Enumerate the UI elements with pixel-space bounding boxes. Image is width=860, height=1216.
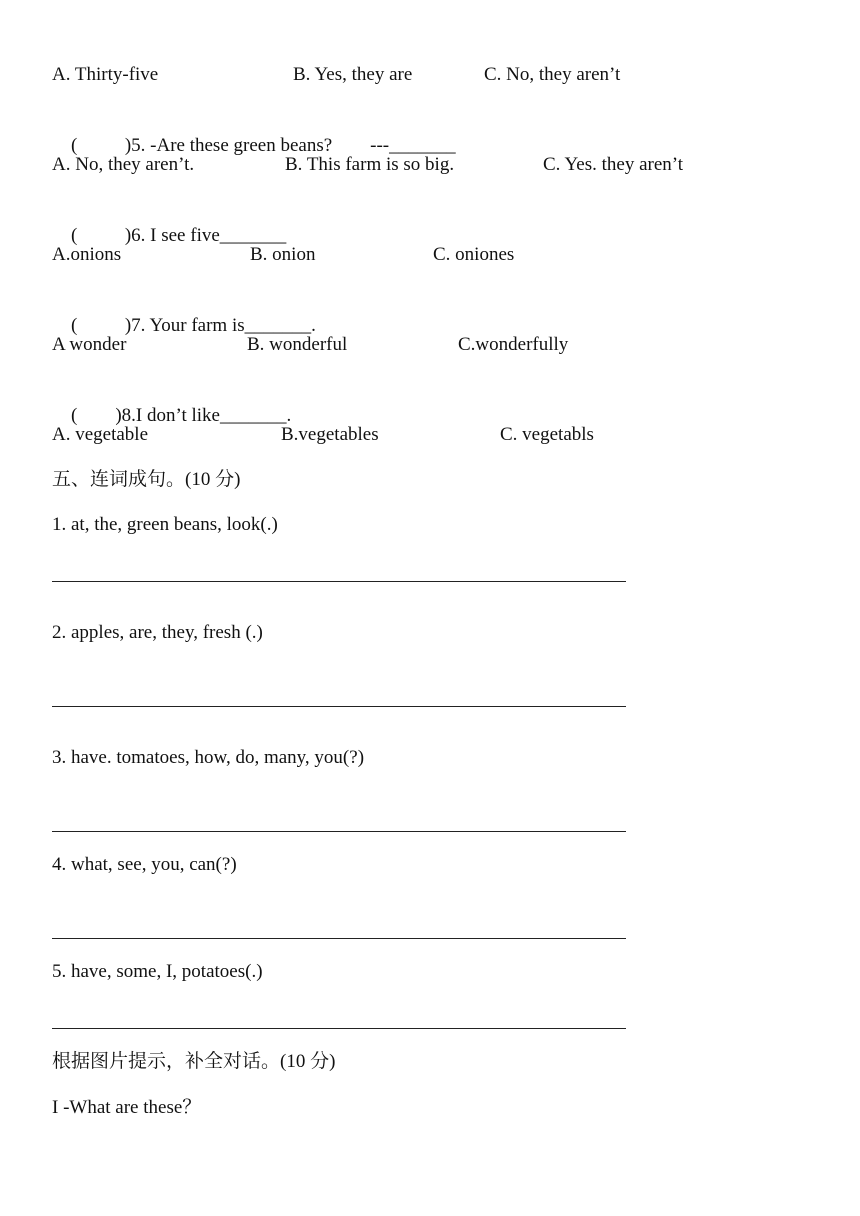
- sentence-2-answer-line[interactable]: [52, 706, 626, 707]
- question-6: [52, 197, 287, 246]
- q8-options: [52, 422, 594, 448]
- q8-option-a: A. vegetable: [52, 424, 149, 445]
- q6-options: [52, 242, 515, 268]
- q4-option-c: C. No, they aren’t: [484, 64, 621, 85]
- sentence-3-words: 3. have. tomatoes, how, do, many, you(?): [52, 747, 365, 768]
- q6-option-a: A.onions: [52, 244, 122, 265]
- q7-option-a: A wonder: [52, 334, 127, 355]
- section-5-title: 五、连词成句。(10 分): [52, 469, 241, 490]
- q6-answer-paren: ( ): [71, 225, 132, 246]
- q5-option-c: C. Yes. they aren’t: [543, 154, 684, 175]
- q8-option-b: B.vegetables: [281, 424, 379, 445]
- q5-options: [52, 152, 684, 178]
- q7-option-b: B. wonderful: [247, 334, 348, 355]
- question-7: [52, 287, 316, 336]
- sentence-3-answer-line[interactable]: [52, 831, 626, 832]
- q6-option-b: B. onion: [250, 244, 316, 265]
- sentence-5-answer-line[interactable]: [52, 1028, 626, 1029]
- sentence-1-answer-line[interactable]: [52, 581, 626, 582]
- q5-text: 5. -Are these green beans? ---_______: [131, 135, 456, 156]
- q4-option-a: A. Thirty-five: [52, 64, 159, 85]
- section-6-title: 根据图片提示，补全对话。(10 分): [52, 1051, 336, 1072]
- dialog-line-1: I -What are these？: [52, 1097, 202, 1118]
- sentence-4-answer-line[interactable]: [52, 938, 626, 939]
- q8-option-c: C. vegetabls: [500, 424, 594, 445]
- question-5: [52, 107, 456, 156]
- q7-answer-paren: ( ): [71, 315, 132, 336]
- q8-answer-paren: ( ): [71, 405, 122, 426]
- q4-option-b: B. Yes, they are: [293, 64, 413, 85]
- q7-option-c: C.wonderfully: [458, 334, 569, 355]
- q6-option-c: C. oniones: [433, 244, 515, 265]
- q5-option-a: A. No, they aren’t.: [52, 154, 195, 175]
- sentence-5-words: 5. have, some, I, potatoes(.): [52, 961, 263, 982]
- sentence-1-words: 1. at, the, green beans, look(.): [52, 514, 278, 535]
- q5-answer-paren: ( ): [71, 135, 132, 156]
- q7-options: [52, 332, 569, 358]
- sentence-4-words: 4. what, see, you, can(?): [52, 854, 237, 875]
- q6-text: 6. I see five_______: [131, 225, 287, 246]
- question-8: [52, 377, 292, 426]
- q7-text: 7. Your farm is_______.: [131, 315, 316, 336]
- q8-text: 8.I don’t like_______.: [121, 405, 292, 426]
- sentence-2-words: 2. apples, are, they, fresh (.): [52, 622, 263, 643]
- q4-options: [52, 62, 621, 88]
- q5-option-b: B. This farm is so big.: [285, 154, 455, 175]
